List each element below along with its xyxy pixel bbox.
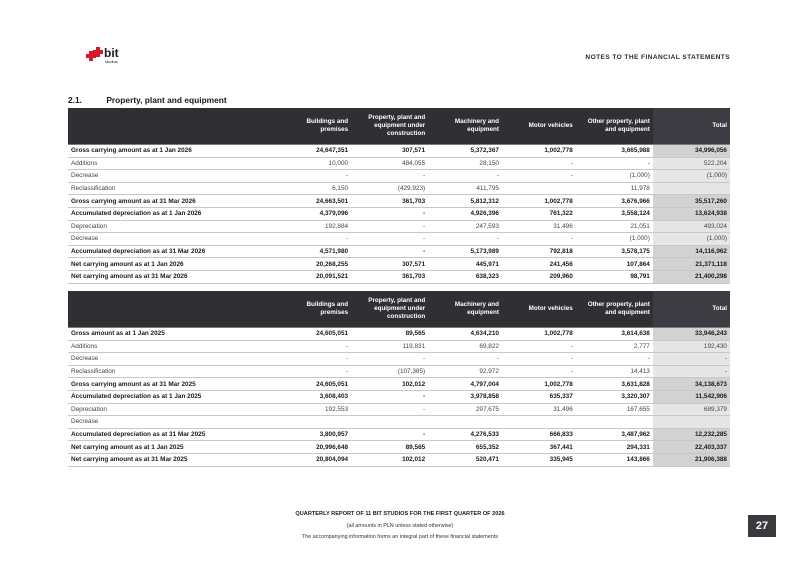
value-cell: 294,331: [576, 441, 653, 454]
table-row: [68, 258, 730, 271]
value-cell: 5,372,367: [428, 145, 502, 158]
total-cell: 22,403,337: [653, 441, 730, 454]
table-row: [68, 428, 730, 441]
value-cell: 635,337: [502, 390, 576, 403]
row-label: Accumulated depreciation as at 31 Mar 2026: [68, 245, 277, 258]
row-label: Decrease: [68, 416, 277, 429]
footer-currency-note: (all amounts in PLN unless stated otherwise): [346, 523, 454, 529]
column-header: Total: [653, 108, 730, 145]
value-cell: -: [576, 157, 653, 170]
value-cell: [351, 416, 428, 429]
total-cell: [653, 416, 730, 429]
value-cell: 3,608,403: [277, 390, 351, 403]
total-cell: 33,946,243: [653, 328, 730, 341]
row-label: Net carrying amount as at 1 Jan 2025: [68, 441, 277, 454]
value-cell: 335,945: [502, 453, 576, 466]
value-cell: 1,002,778: [502, 328, 576, 341]
value-cell: -: [502, 365, 576, 378]
table-row: [68, 207, 730, 220]
value-cell: 209,960: [502, 270, 576, 283]
row-label: Accumulated depreciation as at 1 Jan 2026: [68, 207, 277, 220]
value-cell: (1,000): [576, 233, 653, 246]
table-row: [68, 233, 730, 246]
total-cell: 11,542,906: [653, 390, 730, 403]
column-header: Machinery and equipment: [428, 108, 502, 145]
table-header-row: [68, 108, 730, 145]
value-cell: [428, 416, 502, 429]
value-cell: 5,812,312: [428, 195, 502, 208]
value-cell: -: [576, 353, 653, 366]
value-cell: -: [351, 170, 428, 183]
value-cell: 24,663,501: [277, 195, 351, 208]
table-row: [68, 340, 730, 353]
total-cell: (1,000): [653, 233, 730, 246]
logo-text: bit: [104, 46, 119, 60]
value-cell: 411,795: [428, 182, 502, 195]
row-label: Depreciation: [68, 403, 277, 416]
value-cell: 1,002,778: [502, 145, 576, 158]
value-cell: -: [277, 340, 351, 353]
value-cell: 102,012: [351, 453, 428, 466]
total-cell: [653, 182, 730, 195]
table-row: [68, 195, 730, 208]
value-cell: 89,565: [351, 328, 428, 341]
row-label: Additions: [68, 157, 277, 170]
value-cell: 24,647,351: [277, 145, 351, 158]
value-cell: 14,413: [576, 365, 653, 378]
total-cell: -: [653, 353, 730, 366]
table-row: [68, 170, 730, 183]
company-logo: [85, 44, 145, 64]
value-cell: -: [277, 170, 351, 183]
total-cell: 13,624,938: [653, 207, 730, 220]
value-cell: 4,571,980: [277, 245, 351, 258]
value-cell: 4,379,096: [277, 207, 351, 220]
column-header: Other property, plant and equipment: [576, 108, 653, 145]
value-cell: 4,276,533: [428, 428, 502, 441]
value-cell: 24,605,051: [277, 378, 351, 391]
value-cell: 3,978,858: [428, 390, 502, 403]
value-cell: 666,833: [502, 428, 576, 441]
row-label: Additions: [68, 340, 277, 353]
value-cell: 143,866: [576, 453, 653, 466]
value-cell: 192,553: [277, 403, 351, 416]
value-cell: -: [351, 353, 428, 366]
value-cell: -: [502, 353, 576, 366]
total-cell: 34,138,673: [653, 378, 730, 391]
row-label: Gross carrying amount as at 1 Jan 2026: [68, 145, 277, 158]
table-row: [68, 390, 730, 403]
table-row: [68, 270, 730, 283]
value-cell: -: [351, 207, 428, 220]
value-cell: -: [428, 170, 502, 183]
value-cell: 638,323: [428, 270, 502, 283]
value-cell: 20,804,094: [277, 453, 351, 466]
value-cell: 10,000: [277, 157, 351, 170]
value-cell: 98,791: [576, 270, 653, 283]
section-number: 2.1.: [68, 95, 82, 105]
value-cell: -: [277, 233, 351, 246]
row-label: Decrease: [68, 353, 277, 366]
footer-disclaimer: The accompanying information forms an integral part of these financial statements: [302, 534, 498, 540]
column-header: Property, plant and equipment under construction: [351, 108, 428, 145]
table-row: [68, 453, 730, 466]
total-cell: 192,430: [653, 340, 730, 353]
table-row: [68, 220, 730, 233]
value-cell: 761,322: [502, 207, 576, 220]
value-cell: 102,012: [351, 378, 428, 391]
column-header: Machinery and equipment: [428, 291, 502, 328]
row-label: Accumulated depreciation as at 1 Jan 2025: [68, 390, 277, 403]
footer-report-title: QUARTERLY REPORT OF 11 BIT STUDIOS FOR THE FIRST QUARTER OF 2026: [295, 511, 505, 517]
table-row: [68, 157, 730, 170]
value-cell: 4,797,004: [428, 378, 502, 391]
column-header: Motor vehicles: [502, 291, 576, 328]
value-cell: 31,496: [502, 220, 576, 233]
value-cell: -: [351, 403, 428, 416]
value-cell: -: [428, 353, 502, 366]
value-cell: 241,456: [502, 258, 576, 271]
value-cell: 21,051: [576, 220, 653, 233]
value-cell: 3,487,962: [576, 428, 653, 441]
total-cell: 522,204: [653, 157, 730, 170]
ppe-table-2025: [68, 291, 730, 467]
value-cell: 307,571: [351, 258, 428, 271]
value-cell: 5,173,989: [428, 245, 502, 258]
value-cell: 24,605,051: [277, 328, 351, 341]
value-cell: -: [428, 233, 502, 246]
column-header: Motor vehicles: [502, 108, 576, 145]
value-cell: 192,884: [277, 220, 351, 233]
column-header: Buildings and premises: [277, 291, 351, 328]
table-row: [68, 182, 730, 195]
value-cell: 1,002,778: [502, 195, 576, 208]
total-cell: 35,517,260: [653, 195, 730, 208]
value-cell: -: [502, 340, 576, 353]
ppe-table-2026: [68, 108, 730, 284]
section-title: Property, plant and equipment: [106, 95, 227, 105]
total-cell: 493,024: [653, 220, 730, 233]
value-cell: -: [277, 365, 351, 378]
total-cell: 21,400,298: [653, 270, 730, 283]
value-cell: 3,665,988: [576, 145, 653, 158]
value-cell: 520,471: [428, 453, 502, 466]
row-label: Net carrying amount as at 1 Jan 2026: [68, 258, 277, 271]
value-cell: 4,926,396: [428, 207, 502, 220]
value-cell: 11,978: [576, 182, 653, 195]
page-number: 27: [748, 515, 776, 537]
value-cell: 445,971: [428, 258, 502, 271]
value-cell: -: [502, 233, 576, 246]
value-cell: 3,320,307: [576, 390, 653, 403]
table-row: [68, 378, 730, 391]
value-cell: 361,703: [351, 270, 428, 283]
row-label: Gross carrying amount as at 31 Mar 2025: [68, 378, 277, 391]
value-cell: -: [351, 220, 428, 233]
value-cell: 107,864: [576, 258, 653, 271]
table-row: [68, 416, 730, 429]
value-cell: 20,268,255: [277, 258, 351, 271]
value-cell: 3,800,957: [277, 428, 351, 441]
value-cell: 655,352: [428, 441, 502, 454]
value-cell: [277, 416, 351, 429]
row-label: Decrease: [68, 170, 277, 183]
value-cell: -: [277, 353, 351, 366]
table-row: [68, 441, 730, 454]
value-cell: 2,777: [576, 340, 653, 353]
value-cell: 247,593: [428, 220, 502, 233]
value-cell: 167,655: [576, 403, 653, 416]
value-cell: 6,150: [277, 182, 351, 195]
value-cell: 20,091,521: [277, 270, 351, 283]
value-cell: [502, 416, 576, 429]
row-label: Gross carrying amount as at 31 Mar 2026: [68, 195, 277, 208]
table-header-row: [68, 291, 730, 328]
value-cell: 28,150: [428, 157, 502, 170]
row-label: Accumulated depreciation as at 31 Mar 2025: [68, 428, 277, 441]
value-cell: -: [502, 170, 576, 183]
value-cell: (1,000): [576, 170, 653, 183]
value-cell: 1,002,778: [502, 378, 576, 391]
row-label: Depreciation: [68, 220, 277, 233]
table-row: [68, 403, 730, 416]
value-cell: 20,996,648: [277, 441, 351, 454]
row-label: Reclassification: [68, 365, 277, 378]
row-label: Net carrying amount as at 31 Mar 2026: [68, 270, 277, 283]
value-cell: -: [502, 157, 576, 170]
total-cell: 12,232,285: [653, 428, 730, 441]
row-label: Decrease: [68, 233, 277, 246]
value-cell: -: [351, 233, 428, 246]
table-row: [68, 365, 730, 378]
column-header: Property, plant and equipment under construction: [351, 291, 428, 328]
value-cell: 119,831: [351, 340, 428, 353]
row-label: Gross amount as at 1 Jan 2025: [68, 328, 277, 341]
table-row: [68, 245, 730, 258]
value-cell: (429,923): [351, 182, 428, 195]
table-row: [68, 145, 730, 158]
value-cell: 31,496: [502, 403, 576, 416]
value-cell: -: [351, 390, 428, 403]
section-heading: [68, 95, 227, 105]
value-cell: 792,818: [502, 245, 576, 258]
value-cell: 484,055: [351, 157, 428, 170]
column-header: [68, 291, 277, 328]
row-label: Reclassification: [68, 182, 277, 195]
total-cell: 14,116,962: [653, 245, 730, 258]
total-cell: 21,906,388: [653, 453, 730, 466]
logo-subtext: studios: [105, 59, 118, 64]
column-header: Other property, plant and equipment: [576, 291, 653, 328]
total-cell: (1,000): [653, 170, 730, 183]
table-row: [68, 353, 730, 366]
value-cell: 367,441: [502, 441, 576, 454]
value-cell: -: [351, 245, 428, 258]
value-cell: 92,972: [428, 365, 502, 378]
total-cell: 34,996,056: [653, 145, 730, 158]
value-cell: 3,558,124: [576, 207, 653, 220]
value-cell: 297,675: [428, 403, 502, 416]
value-cell: -: [351, 428, 428, 441]
value-cell: [502, 182, 576, 195]
column-header: [68, 108, 277, 145]
column-header: Buildings and premises: [277, 108, 351, 145]
value-cell: 89,565: [351, 441, 428, 454]
value-cell: 3,631,828: [576, 378, 653, 391]
value-cell: 4,634,210: [428, 328, 502, 341]
value-cell: 3,676,966: [576, 195, 653, 208]
total-cell: 21,371,118: [653, 258, 730, 271]
section-label: NOTES TO THE FINANCIAL STATEMENTS: [585, 54, 730, 61]
total-cell: -: [653, 365, 730, 378]
value-cell: (107,385): [351, 365, 428, 378]
total-cell: 689,379: [653, 403, 730, 416]
value-cell: [576, 416, 653, 429]
value-cell: 3,578,175: [576, 245, 653, 258]
column-header: Total: [653, 291, 730, 328]
row-label: Net carrying amount as at 31 Mar 2025: [68, 453, 277, 466]
value-cell: 361,703: [351, 195, 428, 208]
value-cell: 3,614,638: [576, 328, 653, 341]
value-cell: 69,822: [428, 340, 502, 353]
table-row: [68, 328, 730, 341]
value-cell: 307,571: [351, 145, 428, 158]
